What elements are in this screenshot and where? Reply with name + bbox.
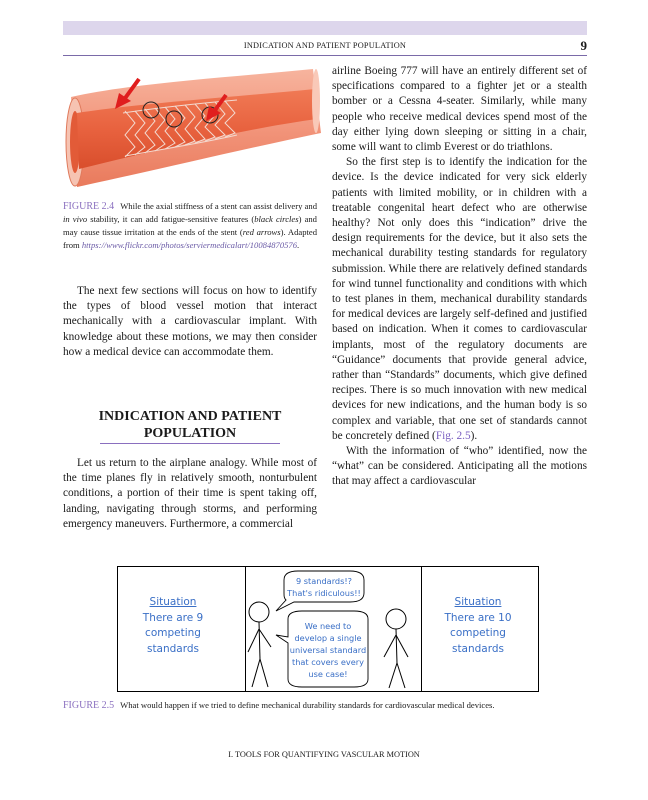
caption-text: ). Adapted from xyxy=(63,227,317,250)
right-situation-line-2: competing xyxy=(450,627,506,639)
figure-2-4-label: FIGURE 2.4 xyxy=(63,201,115,212)
section-heading xyxy=(63,408,317,442)
speech-bottom-line-1: We need to xyxy=(304,621,352,631)
left-situation-line-2: competing xyxy=(145,627,201,639)
caption-italic-black-circles: black circles xyxy=(254,214,299,224)
speech-bottom-line-4: that covers every xyxy=(292,657,364,667)
standards-comic xyxy=(117,566,539,692)
right-paragraph-2 xyxy=(332,155,587,444)
speech-bottom-line-3: universal standard xyxy=(289,645,367,655)
caption-italic-in-vivo: in vivo xyxy=(63,214,88,224)
stick-figure-left xyxy=(248,602,271,687)
right-paragraph-1: airline Boeing 777 will have an entirely different set of specifications compared to a fighter jet or a stealth bomber or a Cessna 4-seater. Similarly, while many people who receive medical devices spend most of the day either lying down sleeping or sitting in a chair, some will want to climb Everest or do triathlons. xyxy=(332,65,587,154)
caption-italic-red-arrows: red arrows xyxy=(242,227,281,237)
figure-2-5-reference-link[interactable]: Fig. 2.5 xyxy=(435,429,471,442)
left-situation-line-1: There are 9 xyxy=(142,611,204,624)
running-header xyxy=(63,39,587,56)
right-column xyxy=(332,64,587,490)
caption-text: ) and may cause tissue irritation at the ends of the stent ( xyxy=(63,214,317,237)
figure-2-4-source-link[interactable]: https://www.flickr.com/photos/serviermedicalart/10084870576 xyxy=(81,240,298,250)
stick-figure-right xyxy=(384,609,408,688)
section-heading-rule xyxy=(100,443,280,444)
left-paragraph-1: The next few sections will focus on how to identify the types of blood vessel motion that interact mechanically with a cardiovascular implant. With knowledge about these motions, we may then consider how a medical device can accommodate them. xyxy=(63,285,317,358)
page-number: 9 xyxy=(580,38,587,53)
left-paragraph-2: Let us return to the airplane analogy. While most of the time planes fly in relatively smooth, nonturbulent conditions, a portion of their time is spent taking off, landing, navigating through storms, and performing emergency maneuvers. Furthermore, a commercial xyxy=(63,457,317,530)
running-title: INDICATION AND PATIENT POPULATION xyxy=(243,41,407,50)
right-paragraph-3: With the information of “who” identified, now the “what” can be considered. Anticipating all the motions that may affect a cardiovascular xyxy=(332,445,587,488)
right-situation-line-3: standards xyxy=(451,642,505,655)
caption-text: While the axial stiffness of a stent can assist delivery and xyxy=(120,201,317,211)
section-heading-line-1: INDICATION AND PATIENT xyxy=(98,409,282,424)
figure-2-5-caption xyxy=(63,700,603,711)
right-paragraph-2-end: ). xyxy=(470,429,478,442)
figure-2-5-label: FIGURE 2.5 xyxy=(63,700,115,711)
page-footer: I. TOOLS FOR QUANTIFYING VASCULAR MOTION xyxy=(228,750,420,759)
speech-bottom-line-5: use case! xyxy=(308,669,348,679)
figure-2-5-caption-text: What would happen if we tried to define mechanical durability standards for cardiovascular medical devices. xyxy=(120,700,495,710)
speech-top-line-1: 9 standards!? xyxy=(295,576,353,586)
left-situation-line-3: standards xyxy=(146,642,200,655)
stent-illustration xyxy=(63,63,325,193)
right-situation-title: Situation xyxy=(454,596,502,608)
section-heading-line-2: POPULATION xyxy=(143,426,237,441)
top-color-band xyxy=(63,21,587,35)
speech-bottom-text xyxy=(288,620,368,680)
right-situation-line-1: There are 10 xyxy=(444,611,512,624)
left-situation-title: Situation xyxy=(149,596,197,608)
caption-text: stability, it can add fatigue-sensitive features ( xyxy=(90,214,255,224)
caption-end: . xyxy=(297,240,300,250)
speech-bottom-line-2: develop a single xyxy=(294,633,362,643)
speech-top-text xyxy=(284,575,364,599)
figure-2-4-caption xyxy=(63,200,317,252)
speech-top-line-2: That's ridiculous!! xyxy=(287,588,361,598)
right-paragraph-2-text: So the first step is to identify the indication for the device. Is the device indicated for very sick elderly patients with limited mobility, or in children with a treatable congenital heart defect who are otherwise healthy? Not only does this “indication” drive the design requirements for the device, but it also sets the mechanical durability testing standards for regulatory submission. While there are relatively defined standards for wind tunnel functionality and conditions with which to test planes in them, mechanical durability standards for medical devices are largely self-defined and justified based on indication. When it comes to cardiovascular implants, most of the regulatory documents are “Guidance” documents that provide general advice, rather than “Standards” documents, which give defined recipes. There is so much innovation with new medical devices for new indications, and the human body is so complex and variable, that one set of standards cannot be concretely defined ( xyxy=(332,156,587,442)
